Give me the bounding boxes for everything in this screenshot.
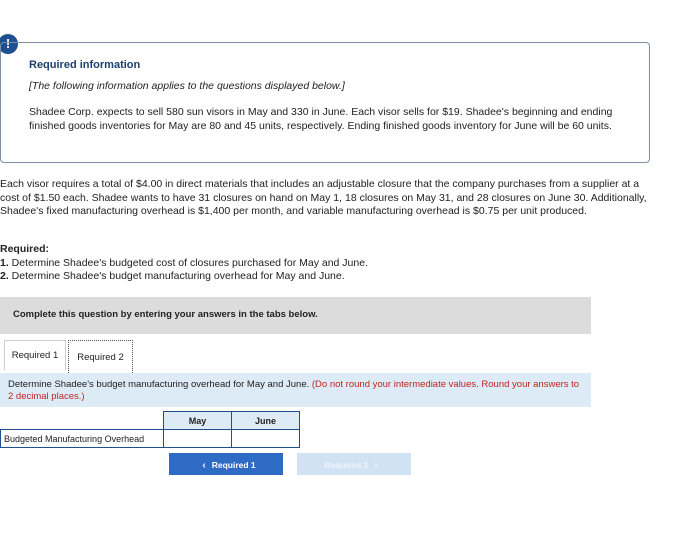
alert-icon: !: [0, 34, 18, 54]
chevron-right-icon: ›: [374, 460, 378, 471]
required-item-number: 1.: [0, 257, 9, 269]
next-required-2-button[interactable]: [297, 453, 411, 475]
june-overhead-input[interactable]: [232, 430, 299, 447]
tab-required-1[interactable]: Required 1: [4, 340, 66, 370]
scenario-text: Each visor requires a total of $4.00 in direct materials that includes an adjustable closure that the company purchases from a supplier at a cost of $1.50 each. Shadee wants to have 31 closures on hand on May 1, 18 closures on May 31, and 28 closures on June 30. Additionally, Shadee's fixed manufacturing overhead is $1,400 per month, and variable manufacturing overhead is $0.75 per unit produced.: [0, 178, 647, 217]
table-header-row: [1, 412, 300, 430]
question-prompt: Determine Shadee's budget manufacturing overhead for May and June.: [8, 379, 312, 390]
info-title: Required information: [29, 59, 141, 71]
next-button-label: Required 2: [324, 460, 369, 470]
tab-required-2[interactable]: Required 2: [68, 340, 133, 373]
required-item-text: Determine Shadee's budget manufacturing overhead for May and June.: [8, 270, 345, 282]
required-item-text: Determine Shadee's budgeted cost of closures purchased for May and June.: [8, 257, 368, 269]
question-panel: [0, 373, 591, 407]
table-header-blank: [1, 412, 164, 430]
row-label-budgeted-manufacturing-overhead: Budgeted Manufacturing Overhead: [1, 430, 164, 448]
answer-table: [0, 411, 300, 448]
may-overhead-input[interactable]: [164, 430, 231, 447]
required-item-number: 2.: [0, 270, 9, 282]
question-text: [8, 379, 583, 402]
instructions-text: Complete this question by entering your answers in the tabs below.: [13, 309, 318, 320]
chevron-left-icon: ‹: [202, 460, 206, 471]
prev-button-label: Required 1: [211, 460, 256, 470]
column-header-may: May: [164, 412, 232, 430]
instructions-banner: [0, 297, 591, 334]
info-note: [The following information applies to the questions displayed below.]: [29, 80, 345, 92]
may-overhead-cell: [164, 430, 232, 448]
required-heading: Required:: [0, 243, 50, 255]
question-note: (Do not round your intermediate values. Round your answers to 2 decimal places.): [8, 379, 580, 402]
info-body: Shadee Corp. expects to sell 580 sun visors in May and 330 in June. Each visor sells for $19. Shadee's beginning and ending finished goods inventories for May are 80 and 45 units, respectively. Ending finished goods inventory for June will be 60 units.: [29, 106, 613, 132]
previous-required-1-button[interactable]: [169, 453, 283, 475]
column-header-june: June: [232, 412, 300, 430]
table-row: [1, 430, 300, 448]
required-item-2: [0, 270, 345, 282]
required-item-1: [0, 257, 368, 269]
june-overhead-cell: [232, 430, 300, 448]
